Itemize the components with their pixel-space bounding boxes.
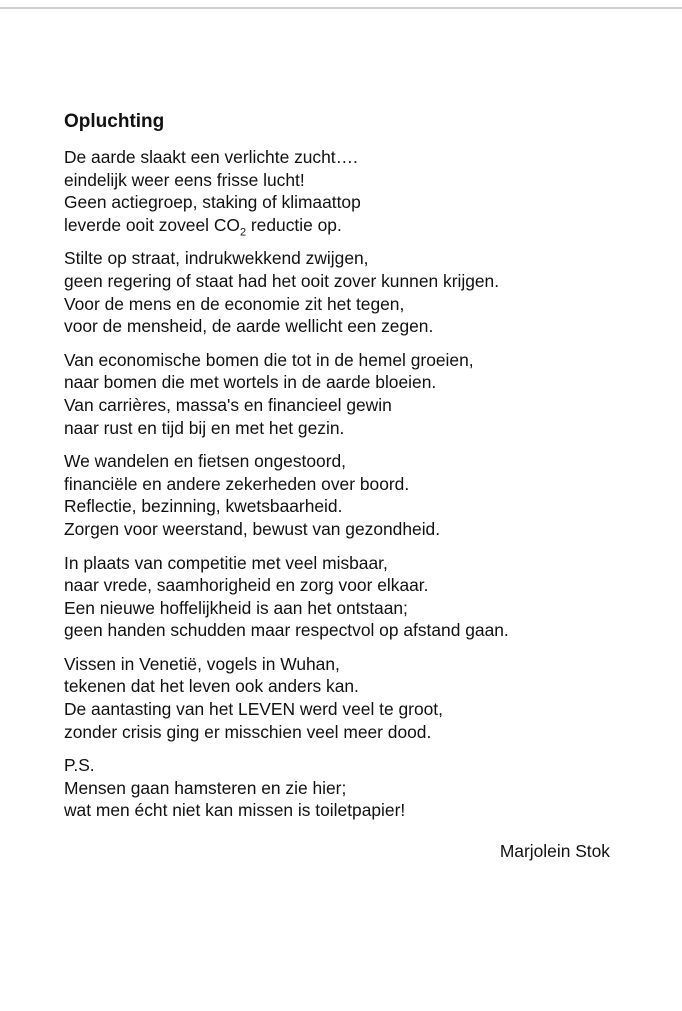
stanza-2 (64, 247, 624, 337)
co2-line-after: reductie op. (246, 214, 342, 235)
poem-line: Vissen in Venetië, vogels in Wuhan, (64, 653, 340, 674)
poem-line: Mensen gaan hamsteren en zie hier; (64, 777, 347, 798)
stanza-6 (64, 653, 624, 743)
co2-subscript: 2 (239, 226, 247, 239)
top-divider (0, 7, 682, 9)
poem-line: tekenen dat het leven ook anders kan. (64, 676, 359, 697)
poem-line: We wandelen en fietsen ongestoord, (64, 451, 346, 472)
poem-line: zonder crisis ging er misschien veel meer dood. (64, 721, 432, 742)
poem (64, 108, 624, 833)
poem-line: P.S. (64, 755, 95, 776)
author-signature: Marjolein Stok (499, 841, 610, 861)
poem-line: Voor de mens en de economie zit het tegen, (64, 293, 405, 314)
poem-line: financiële en andere zekerheden over boord. (64, 473, 410, 494)
poem-line: De aarde slaakt een verlichte zucht…. (64, 147, 358, 167)
poem-line: Van carrières, massa's en financieel gewin (64, 394, 392, 415)
poem-line: wat men écht niet kan missen is toiletpapier! (64, 800, 406, 821)
stanza-1 (64, 146, 624, 239)
poem-line: Zorgen voor weerstand, bewust van gezondheid. (64, 518, 441, 539)
poem-line: eindelijk weer eens frisse lucht! (64, 169, 305, 190)
stanza-4 (64, 450, 624, 540)
poem-line: Geen actiegroep, staking of klimaattop (64, 192, 361, 213)
stanza-postscript (64, 754, 624, 822)
poem-line: Een nieuwe hoffelijkheid is aan het ontstaan; (64, 597, 408, 618)
poem-line: geen handen schudden maar respectvol op afstand gaan. (64, 620, 509, 641)
poem-line: geen regering of staat had het ooit zover kunnen krijgen. (64, 270, 500, 291)
poem-line: In plaats van competitie met veel misbaar, (64, 552, 388, 573)
poem-line: Reflectie, bezinning, kwetsbaarheid. (64, 496, 343, 517)
poem-title: Opluchting (64, 111, 165, 132)
poem-line: De aantasting van het LEVEN werd veel te groot, (64, 699, 443, 720)
stanza-3 (64, 349, 624, 439)
poem-line: naar vrede, saamhorigheid en zorg voor elkaar. (64, 575, 429, 596)
poem-line-co2 (64, 214, 624, 237)
co2-line-before: leverde ooit zoveel CO (64, 214, 240, 235)
poem-line: voor de mensheid, de aarde wellicht een zegen. (64, 316, 434, 337)
poem-line: naar rust en tijd bij en met het gezin. (64, 417, 345, 438)
poem-line: Van economische bomen die tot in de hemel groeien, (64, 349, 474, 370)
poem-line: naar bomen die met wortels in de aarde bloeien. (64, 372, 437, 393)
stanza-5 (64, 552, 624, 642)
poem-line: Stilte op straat, indrukwekkend zwijgen, (64, 248, 369, 269)
